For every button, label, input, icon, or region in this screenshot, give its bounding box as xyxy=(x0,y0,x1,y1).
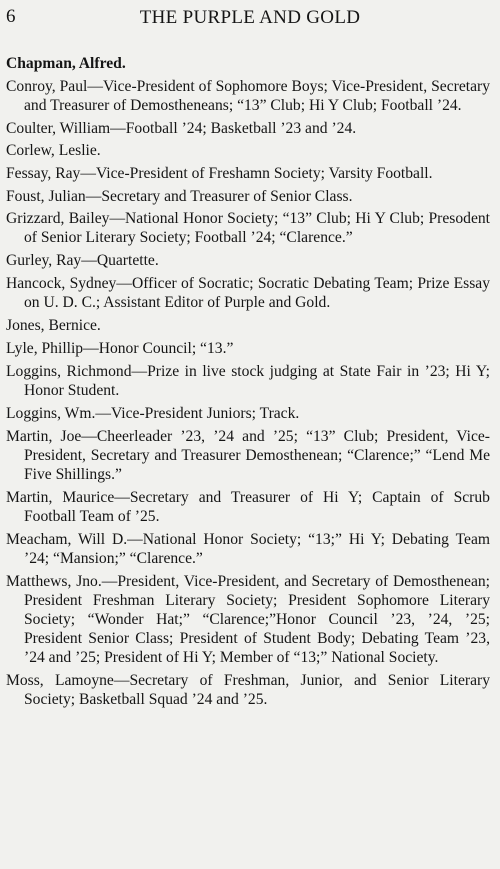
entry xyxy=(6,572,490,667)
entry xyxy=(6,488,490,526)
entry-text: —Vice-President of Freshamn Society; Varsity Football. xyxy=(80,165,433,182)
entry-list xyxy=(6,54,490,713)
entry-name: Martin, Joe xyxy=(6,428,82,445)
entry xyxy=(6,671,490,709)
entry-text: —Prize in live stock judging at State Fair in ’23; Hi Y; Honor Student. xyxy=(24,363,490,399)
page-number: 6 xyxy=(6,6,16,27)
entry-text: —Honor Council; “13.” xyxy=(83,340,234,357)
entry-text: —President, Vice-President, and Secretary of Demosthenean; President Freshman Literary Society; President Sophomore Literary Society; “Wonder Hat;” “Clarence;”Honor Council ’23, ’24, ’25; President Senior Class; President of Student Body; Debating Team ’23, ’24 and ’25; President of Hi Y; Member of “13;” National Society. xyxy=(24,573,490,666)
entry xyxy=(6,274,490,312)
entry-name: Meacham, Will D. xyxy=(6,531,128,548)
entry xyxy=(6,362,490,400)
entry-name: Martin, Maurice xyxy=(6,489,115,506)
entry xyxy=(6,530,490,568)
entry-name: Corlew, Leslie. xyxy=(6,142,101,159)
entry-name: Foust, Julian xyxy=(6,188,86,205)
entry xyxy=(6,164,490,183)
entry xyxy=(6,141,490,160)
entry-name: Fessay, Ray xyxy=(6,165,81,182)
entry-text: —Quartette. xyxy=(81,252,159,269)
entry-name: Conroy, Paul xyxy=(6,78,88,95)
entry-name: Loggins, Wm. xyxy=(6,405,96,422)
entry-text: —Secretary and Treasurer of Senior Class. xyxy=(85,188,353,205)
entry-text: —National Honor Society; “13;” Hi Y; Debating Team ’24; “Mansion;” “Clarence.” xyxy=(24,531,491,567)
entry-text: —Officer of Socratic; Socratic Debating Team; Prize Essay on U. D. C.; Assistant Editor of Purple and Gold. xyxy=(24,275,490,311)
entry xyxy=(6,316,490,335)
entry-name: Matthews, Jno. xyxy=(6,573,102,590)
entry-name: Jones, Bernice. xyxy=(6,317,101,334)
entry-name: Grizzard, Bailey xyxy=(6,210,110,227)
entry xyxy=(6,339,490,358)
entry-name: Gurley, Ray xyxy=(6,252,82,269)
entry-text: —Secretary of Freshman, Junior, and Senior Literary Society; Basketball Squad ’24 and ’25. xyxy=(24,672,491,708)
entry xyxy=(6,77,490,115)
entry-name: Moss, Lamoyne xyxy=(6,672,114,689)
entry xyxy=(6,187,490,206)
entry xyxy=(6,404,490,423)
entry xyxy=(6,251,490,270)
entry-name: Lyle, Phillip xyxy=(6,340,84,357)
entry-text: —Football ’24; Basketball ’23 and ’24. xyxy=(110,120,357,137)
entry-name: Chapman, Alfred. xyxy=(6,55,126,72)
entry-text: —Vice-President of Sophomore Boys; Vice-President, Secretary and Treasurer of Demostheneans; “13” Club; Hi Y Club; Football ’24. xyxy=(24,78,490,114)
entry xyxy=(6,119,490,138)
entry-text: —Vice-President Juniors; Track. xyxy=(95,405,300,422)
entry-name: Loggins, Richmond xyxy=(6,363,132,380)
entry-name: Hancock, Sydney xyxy=(6,275,117,292)
entry-text: —Secretary and Treasurer of Hi Y; Captain of Scrub Football Team of ’25. xyxy=(24,489,490,525)
entry xyxy=(6,54,490,73)
running-head: THE PURPLE AND GOLD xyxy=(139,7,361,28)
entry xyxy=(6,427,490,484)
entry-name: Coulter, William xyxy=(6,120,111,137)
entry-text: —Cheerleader ’23, ’24 and ’25; “13” Club; President, Vice-President, Secretary and Treasurer Demosthenean; “Clarence;” “Lend Me Five Shillings.” xyxy=(24,428,490,483)
entry-text: —National Honor Society; “13” Club; Hi Y Club; Presodent of Senior Literary Society; Football ’24; “Clarence.” xyxy=(24,210,490,246)
entry xyxy=(6,209,490,247)
